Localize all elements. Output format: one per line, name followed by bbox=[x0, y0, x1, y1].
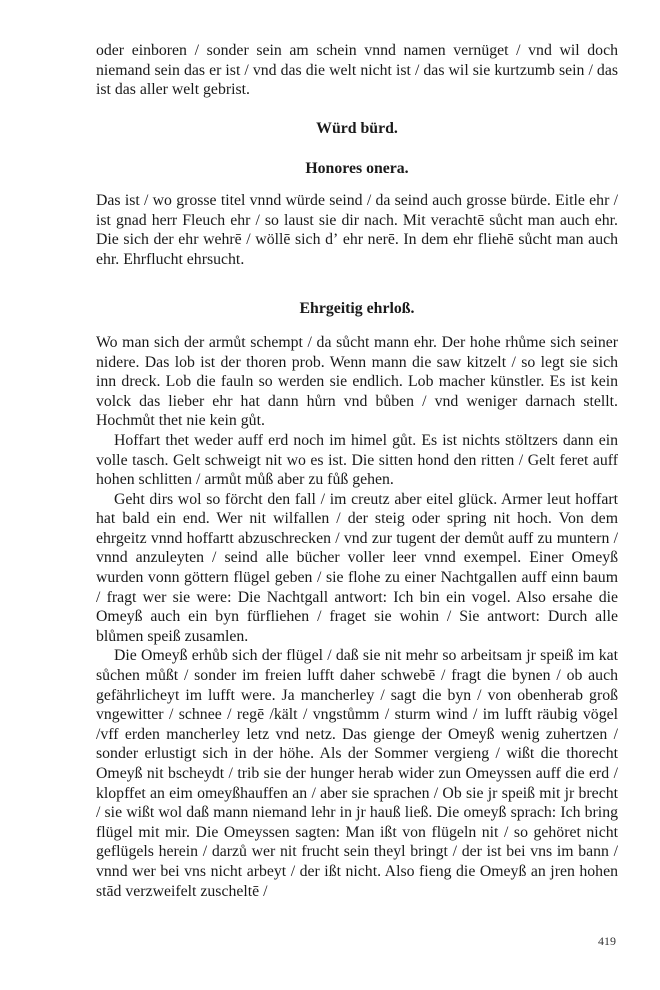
section-subheading-honores: Honores onera. bbox=[305, 160, 409, 178]
paragraph-ehrgeitig-2: Hoffart thet weder auff erd noch im himel gůt. Es ist nichts stöltzers dann ein volle tasch. Gelt schweigt nit wo es ist. Die sitten hond den ritten / Gelt feret auff hohen schlitten / armůt můß aber zu fůß gehen. bbox=[96, 431, 618, 489]
page-body bbox=[96, 41, 618, 901]
paragraph-ehrgeitig-3: Geht dirs wol so förcht den fall / im creutz aber eitel glück. Armer leut hoffart hat bald ein end. Wer nit wilfallen / der steig oder spring nit hoch. Von dem ehrgeitz vnnd hoffartt abzuschrecken / vnd zur tugent der demůt auff zu muntern / vnnd anzuleyten / seind alle bücher voller leer vnnd exempel. Einer Omeyß wurden vonn göttern flügel geben / sie flohe zu einer Nachtgallen auff einn baum / fragt wer sie were: Die Nachtgall antwort: Ich bin ein vogel. Also ersahe die Omeyß auch ein byn fürfliehen / fraget sie wohin / Sie antwort: Durch alle blůmen speiß zusamlen. bbox=[96, 490, 618, 645]
section-heading-wuerd: Würd bürd. bbox=[316, 119, 398, 137]
section-heading-ehrgeitig: Ehrgeitig ehrloß. bbox=[299, 300, 415, 318]
intro-paragraph: oder einboren / sonder sein am schein vnnd namen vernüget / vnd wil doch niemand sein das er ist / vnd das die welt nicht ist / das wil sie kurtzumb sein / das ist das aller welt gebrist. bbox=[96, 42, 618, 99]
paragraph-ehrgeitig-4: Die Omeyß erhůb sich der flügel / daß sie nit mehr so arbeitsam jr speiß im kat sůchen můßt / sonder im freien lufft daher schwebē / fragt die bynen / ob auch gefährlicheyt im lufft were. Ja mancherley / sagt die byn / von obenherab groß vngewitter / schnee / regē /kält / vngstůmm / sturm wind / im lufft räubig vögel /vff erden mancherley letz vnd netz. Das gienge der Omeyß wenig zuhertzen / sonder erlustigt sich in der höhe. Als der Sommer vergieng / wißt die thorecht Omeyß nit bscheydt / trib sie der hunger herab wider zun Omeyssen auff die erd / klopffet an eim omeyßhauffen an / aber sie sprachen / Ob sie jr speiß mit jr brecht / sie wißt wol daß mann niemand lehr in jr hauß ließ. Die omeyß sprach: Ich bring flügel mit mir. Die Omeyssen sagten: Man ißt von flügeln nit / so gehöret nicht geflügels herein / darzů wer nit frucht sein theyl bringt / der ist bei vns im bann / vnnd wer bei vns nicht arbeyt / der ißt nicht. Also fieng die Omeyß an jren hohen stād verzweifelt zuscheltē / bbox=[96, 647, 618, 900]
page-number: 419 bbox=[598, 934, 616, 948]
paragraph-wuerd: Das ist / wo grosse titel vnnd würde seind / da seind auch grosse bürde. Eitle ehr / ist gnad herr Fleuch ehr / so laust sie dir nach. Mit verachtē sůcht man auch ehr. Die sich der ehr wehrē / wöllē sich dʼ ehr nerē. In dem ehr fliehē sůcht man auch ehr. Ehrflucht ehrsucht. bbox=[96, 191, 618, 268]
paragraph-ehrgeitig-1: Wo man sich der armůt schempt / da sůcht mann ehr. Der hohe rhůme sich seiner nidere. Das lob ist der thoren prob. Wenn mann die saw kitzelt / so legt sie sich inn dreck. Lob die fauln so werden sie endlich. Lob macher künstler. Es ist kein volck das lieber ehr hat dann hůrn vnd bůben / vnd weniger darnach stellt. Hochmůt thet nie kein gůt. bbox=[96, 333, 618, 430]
